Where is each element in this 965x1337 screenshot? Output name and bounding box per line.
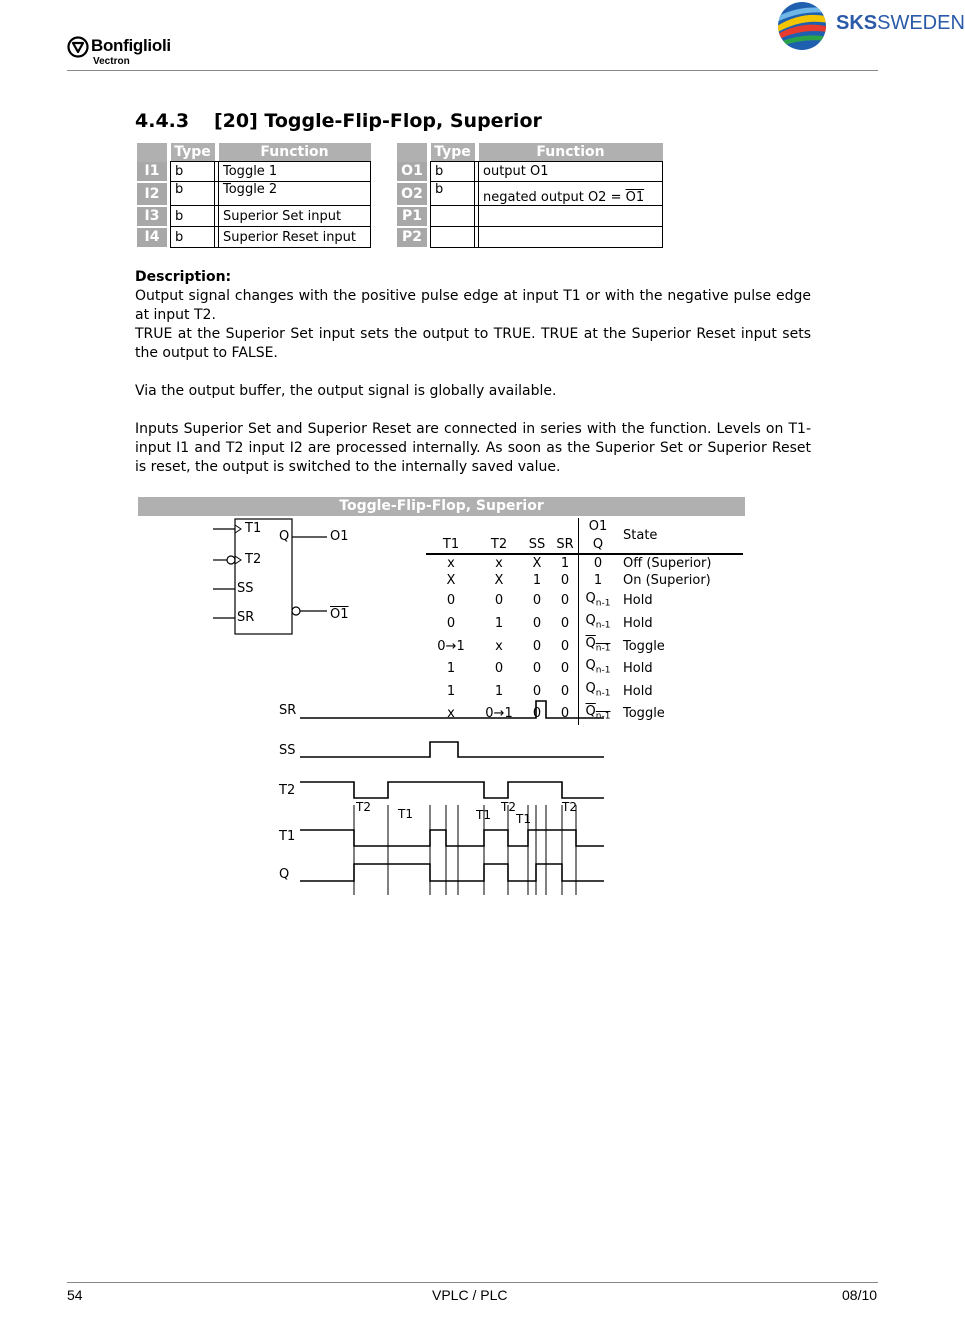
- block-input-t2: T2: [245, 552, 262, 567]
- tt-cell-state: Hold: [623, 683, 653, 699]
- tt-cell-sr: 0: [560, 593, 570, 609]
- partner-name-bold: SKS: [836, 12, 878, 34]
- block-output-o1: O1: [330, 529, 349, 544]
- negated-o1-label: O1: [625, 190, 645, 205]
- tt-cell-q: [579, 635, 618, 658]
- tt-q-value: 0: [593, 555, 603, 571]
- tt-header-o1: O1: [579, 518, 618, 535]
- block-input-ss: SS: [237, 581, 254, 596]
- footer-doc-title: VPLC / PLC: [432, 1287, 508, 1303]
- io-function: [479, 227, 663, 248]
- tt-cell-state: Hold: [623, 661, 653, 677]
- tt-cell-sr: 1: [560, 555, 570, 571]
- io-type: b: [171, 227, 215, 248]
- description-paragraph: Inputs Superior Set and Superior Reset are connected in series with the function. Levels on T1-input I1 and T2 input I2 are processed internally. As soon as the Superior Set or Superior Reset is reset, the output is switched to the internally saved value.: [135, 421, 811, 475]
- description: [135, 268, 811, 477]
- tt-cell-q: [579, 572, 618, 589]
- tt-cell-ss: 0: [532, 593, 542, 609]
- brand-subtitle: Vectron: [93, 56, 130, 67]
- timing-signal-label: SR: [279, 703, 297, 718]
- tt-header-ss: SS: [522, 535, 552, 553]
- header-rule: [67, 70, 878, 71]
- diagram-title: Toggle-Flip-Flop, Superior: [138, 497, 745, 516]
- tt-header-state: State: [617, 518, 743, 554]
- io-function: [479, 182, 663, 206]
- tt-cell-t1: 0→1: [437, 638, 465, 654]
- io-function: output O1: [479, 162, 663, 182]
- tt-cell-t1: x: [447, 706, 455, 722]
- io-type: b: [171, 162, 215, 182]
- io-tag: I2: [137, 182, 167, 206]
- io-type: b: [431, 182, 475, 206]
- tt-cell-t2: 1: [494, 615, 504, 631]
- tt-cell-q: [579, 554, 618, 572]
- tt-cell-t1: X: [446, 573, 456, 589]
- io-function: Toggle 2: [219, 182, 371, 206]
- tt-header-q: Q: [579, 535, 618, 553]
- tt-cell-t1: 1: [446, 683, 456, 699]
- page-number: 54: [67, 1287, 83, 1303]
- io-type: [431, 227, 475, 248]
- timing-wave-ss: [300, 742, 604, 757]
- table-row: [426, 554, 743, 572]
- io-tag: P1: [397, 206, 427, 227]
- io-function: [479, 206, 663, 227]
- block-q-label: Q: [279, 529, 290, 544]
- partner-name: [836, 12, 965, 35]
- tt-cell-ss: X: [532, 555, 542, 571]
- inputs-col-type: Type: [171, 143, 215, 162]
- timing-diagram: [270, 695, 610, 900]
- bonfiglioli-logo-icon: [67, 36, 89, 58]
- table-row: [397, 182, 663, 206]
- tt-cell-ss: 0: [532, 638, 542, 654]
- inputs-table: [137, 143, 371, 249]
- tt-cell-sr: 0: [560, 661, 570, 677]
- tt-header-t1: T1: [426, 535, 476, 553]
- tt-cell-ss: 1: [532, 573, 542, 589]
- tt-cell-ss: 0: [532, 661, 542, 677]
- io-type: b: [171, 182, 215, 206]
- io-tag: I4: [137, 227, 167, 248]
- tt-header-sr: SR: [552, 535, 579, 553]
- table-row: [426, 657, 743, 680]
- tt-cell-t2: x: [495, 638, 503, 654]
- tt-cell-t2: 0: [494, 661, 504, 677]
- io-tag: I3: [137, 206, 167, 227]
- tt-cell-state: On (Superior): [623, 573, 711, 589]
- timing-edge-annotation: T1: [516, 812, 531, 826]
- tt-cell-t2: X: [494, 573, 504, 589]
- tt-cell-t2: 1: [494, 683, 504, 699]
- tt-cell-sr: 0: [560, 683, 570, 699]
- outputs-col-type: Type: [431, 143, 475, 162]
- table-row: [426, 590, 743, 613]
- table-row: [137, 227, 371, 248]
- outputs-col-function: Function: [479, 143, 663, 162]
- io-tag: O1: [397, 162, 427, 182]
- tt-cell-sr: 0: [560, 573, 570, 589]
- tt-cell-ss: 0: [532, 706, 542, 722]
- timing-signal-label: Q: [279, 867, 290, 882]
- table-row: [137, 206, 371, 227]
- timing-edge-annotation: T1: [476, 808, 491, 822]
- description-paragraph: Output signal changes with the positive pulse edge at input T1 or with the negative pulse edge at input T2.: [135, 288, 811, 323]
- table-row: [137, 182, 371, 206]
- tt-cell-q: [579, 590, 618, 613]
- io-type: [431, 206, 475, 227]
- footer-date: 08/10: [842, 1287, 878, 1303]
- tt-cell-t1: 1: [446, 661, 456, 677]
- io-tag: P2: [397, 227, 427, 248]
- section-number: 4.4.3: [135, 110, 190, 132]
- tt-cell-q: [579, 612, 618, 635]
- section-title: [135, 110, 542, 132]
- block-input-sr: SR: [237, 610, 255, 625]
- tt-cell-t2: 0→1: [485, 706, 513, 722]
- timing-wave-sr: [300, 701, 604, 718]
- io-function: Superior Set input: [219, 206, 371, 227]
- tt-cell-t1: 0: [446, 615, 456, 631]
- tt-cell-t2: x: [495, 555, 503, 571]
- tt-q-value: 1: [593, 573, 603, 589]
- table-row: [137, 162, 371, 182]
- section-title-text: [20] Toggle-Flip-Flop, Superior: [214, 110, 542, 132]
- timing-edge-annotation: T2: [501, 800, 516, 814]
- outputs-table: [397, 143, 663, 249]
- tt-cell-q: [579, 657, 618, 680]
- inputs-col-function: Function: [219, 143, 371, 162]
- tt-cell-t1: 0: [446, 593, 456, 609]
- tt-q-value: $Q_{n-1}$: [585, 680, 611, 699]
- timing-signal-label: T1: [279, 829, 296, 844]
- io-type: b: [431, 162, 475, 182]
- timing-signal-label: T2: [279, 783, 296, 798]
- tt-cell-state: Hold: [623, 593, 653, 609]
- timing-edge-annotation: T2: [562, 800, 577, 814]
- tt-q-value: $Q_{n-1}$: [585, 613, 611, 631]
- timing-wave-t1: [300, 830, 604, 846]
- tt-cell-sr: 0: [560, 706, 570, 722]
- io-tag: O2: [397, 182, 427, 206]
- timing-edge-annotation: T1: [398, 807, 413, 821]
- io-function: Toggle 1: [219, 162, 371, 182]
- description-heading: Description:: [135, 269, 232, 285]
- sks-globe-icon: [776, 0, 828, 52]
- table-row: [397, 162, 663, 182]
- block-input-t1: T1: [245, 521, 262, 536]
- tt-q-value: $Q_{n-1}$: [585, 658, 611, 676]
- io-tag: I1: [137, 162, 167, 182]
- table-row: [397, 227, 663, 248]
- block-output-o1-negated: O1: [330, 607, 349, 622]
- tt-header-t2: T2: [476, 535, 522, 553]
- io-type: b: [171, 206, 215, 227]
- table-row: [426, 635, 743, 658]
- timing-wave-t2: [300, 782, 604, 798]
- timing-edge-annotation: T2: [356, 800, 371, 814]
- timing-wave-q: [300, 864, 604, 881]
- tt-cell-state: Hold: [623, 615, 653, 631]
- description-paragraph: TRUE at the Superior Set input sets the output to TRUE. TRUE at the Superior Reset input sets the output to FALSE.: [135, 326, 811, 361]
- table-row: [426, 572, 743, 589]
- tt-cell-ss: 0: [532, 683, 542, 699]
- tt-q-value: $Q_{n-1}$: [585, 703, 611, 722]
- partner-name-light: SWEDEN: [877, 12, 965, 34]
- brand-name: Bonfiglioli: [91, 36, 171, 55]
- description-paragraph: Via the output buffer, the output signal is globally available.: [135, 383, 557, 399]
- footer-rule: [67, 1282, 878, 1283]
- io-function: Superior Reset input: [219, 227, 371, 248]
- tt-cell-t1: x: [447, 555, 455, 571]
- tt-cell-state: Toggle: [623, 638, 665, 654]
- tt-q-value: $Q_{n-1}$: [585, 635, 611, 654]
- tt-cell-sr: 0: [560, 615, 570, 631]
- tt-cell-t2: 0: [494, 593, 504, 609]
- tt-cell-state: Off (Superior): [623, 555, 712, 571]
- tt-cell-sr: 0: [560, 638, 570, 654]
- io-function-text: negated output O2 =: [483, 190, 622, 205]
- tt-cell-state: Toggle: [623, 706, 665, 722]
- tt-cell-ss: 0: [532, 615, 542, 631]
- timing-signal-label: SS: [279, 743, 296, 758]
- tt-q-value: $Q_{n-1}$: [585, 590, 611, 609]
- table-row: [397, 206, 663, 227]
- table-row: [426, 612, 743, 635]
